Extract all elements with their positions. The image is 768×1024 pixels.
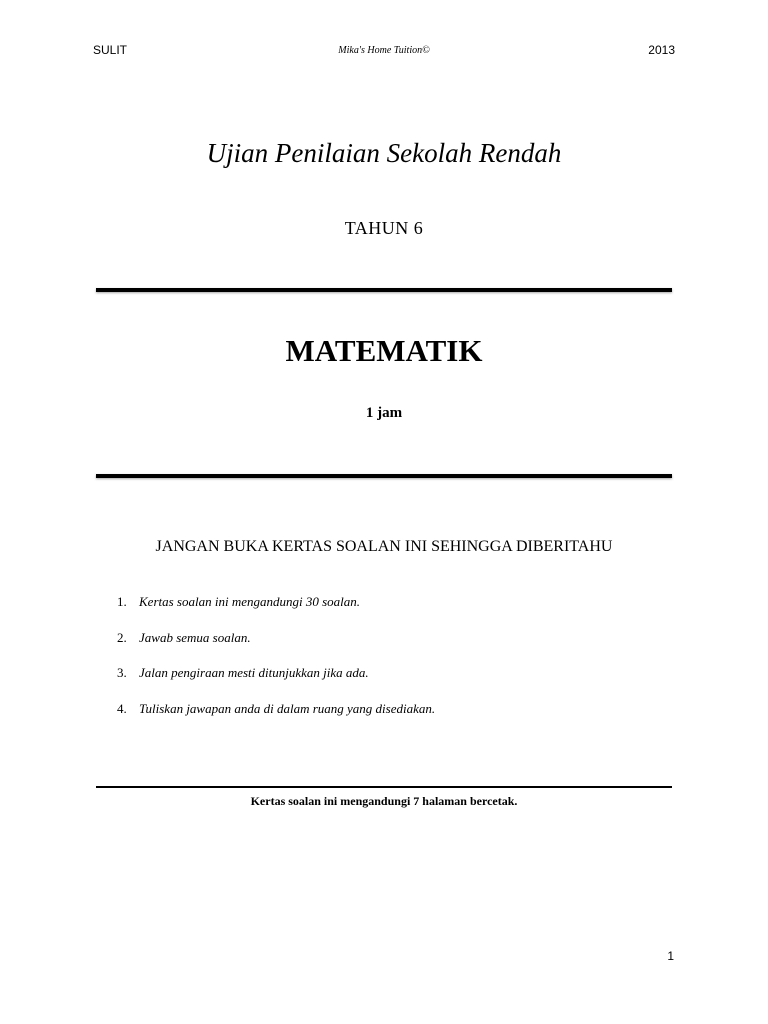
divider-top: [96, 288, 672, 292]
exam-title: Ujian Penilaian Sekolah Rendah: [206, 138, 562, 168]
page-count-note: Kertas soalan ini mengandungi 7 halaman bercetak.: [250, 794, 518, 808]
header-label-sulit: SULIT: [93, 43, 128, 57]
warning-notice: JANGAN BUKA KERTAS SOALAN INI SEHINGGA DIBERITAHU: [155, 538, 613, 555]
divider-middle: [96, 474, 672, 478]
instruction-text: Kertas soalan ini mengandungi 30 soalan.: [139, 594, 361, 609]
instruction-text: Jalan pengiraan mesti ditunjukkan jika ada.: [139, 665, 369, 680]
instruction-item: [117, 665, 435, 701]
exam-duration: 1 jam: [365, 405, 403, 421]
instruction-text: Tuliskan jawapan anda di dalam ruang yang disediakan.: [139, 700, 436, 716]
header-year: 2013: [648, 43, 675, 57]
header-publisher: Mika's Home Tuition©: [338, 45, 430, 56]
instruction-item: [117, 701, 435, 737]
instruction-text: Jawab semua soalan.: [139, 629, 251, 645]
divider-bottom: [96, 786, 672, 788]
page-number: 1: [667, 949, 674, 963]
instruction-number: 2.: [117, 629, 127, 645]
instruction-number: 4.: [117, 700, 127, 716]
instruction-number: 3.: [117, 665, 127, 680]
instruction-item: [117, 630, 435, 666]
instruction-item: [117, 594, 435, 630]
subject-title: MATEMATIK: [285, 333, 483, 368]
grade-level: TAHUN 6: [344, 218, 424, 238]
instructions-list: [117, 594, 435, 736]
instruction-number: 1.: [117, 594, 127, 609]
